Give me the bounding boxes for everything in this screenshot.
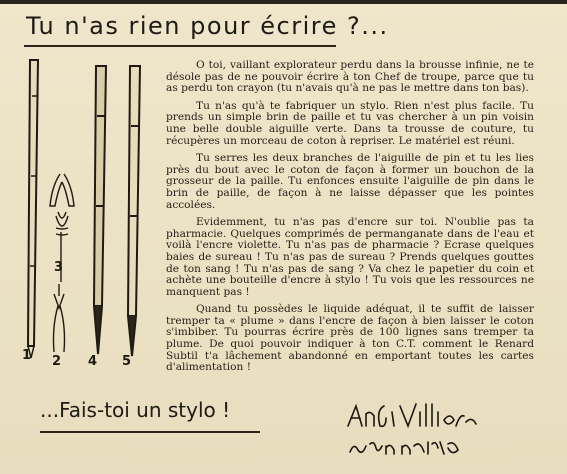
tagline-underline — [40, 431, 260, 433]
paragraph: Tu serres les deux branches de l'aiguille de pin et tu les lies près du bout avec le coton de façon à former un bouchon de la grosseur de la paille. Tu enfonces ensuite l'aiguille de pin dans le brin de paille, de façon à ne laisse dépasser que les pointes accolées. — [166, 152, 534, 211]
top-rule — [0, 0, 567, 4]
signature-drawing — [340, 400, 480, 462]
paragraph: O toi, vaillant explorateur perdu dans la brousse infinie, ne te désole pas de ne pouvoir écrire à ton Chef de troupe, parce que tu as perdu ton crayon (tu n'avais qu'à ne pas le mettre dans ton bas). — [166, 59, 534, 95]
tagline: ...Fais-toi un stylo ! — [40, 398, 231, 422]
label-5: 5 — [122, 354, 132, 369]
label-4: 4 — [88, 354, 98, 369]
label-2: 2 — [52, 354, 62, 369]
pen-illustration — [12, 56, 162, 376]
pine-needle-drawing — [54, 284, 65, 352]
assembled-pen-drawing — [94, 66, 106, 354]
paragraph: Tu n'as qu'à te fabriquer un stylo. Rien n'est plus facile. Tu prends un simple brin de paille et tu vas chercher à un pin voisin une belle double aiguille verte. Dans ta trousse de couture, tu récupères un morceau de coton à repriser. Le matériel est réuni. — [166, 99, 534, 147]
paragraph: Quand tu possèdes le liquide adéquat, il te suffit de laisser tremper ta « plume » dans l'encre de façon à bien laisser le coton s'imbiber. Tu pourras écrire près de 100 lignes sans tremper ta plume. De quoi pouvoir indiquer à ton C.T. comment le Renard Subtil t'a lâchement abandonné en emportant toutes les cartes d'alimentation ! — [166, 303, 534, 374]
title-underline — [24, 45, 336, 47]
straw-drawing — [28, 60, 38, 358]
paragraph: Evidemment, tu n'as pas d'encre sur toi. N'oublie pas ta pharmacie. Quelques comprimés de permanganate dans de l'eau et voilà l'encre violette. Tu n'as pas de pharmacie ? Ecrase quelques baies de sureau ! Tu n'as pas de sureau ? Prends quelques gouttes de ton sang ! Tu n'as pas de sang ? Va chez le papetier du coin et achète une bouteille d'encre à stylo ! Tu vois que les ressources ne manquent pas ! — [166, 216, 534, 298]
label-1: 1 — [22, 348, 32, 363]
article-body — [166, 60, 534, 380]
pen-drawing — [12, 56, 162, 376]
straw-pen-drawing — [128, 66, 140, 356]
article-title: Tu n'as rien pour écrire ?... — [26, 12, 389, 40]
handwritten-signature — [340, 400, 480, 462]
label-3: 3 — [54, 260, 64, 275]
